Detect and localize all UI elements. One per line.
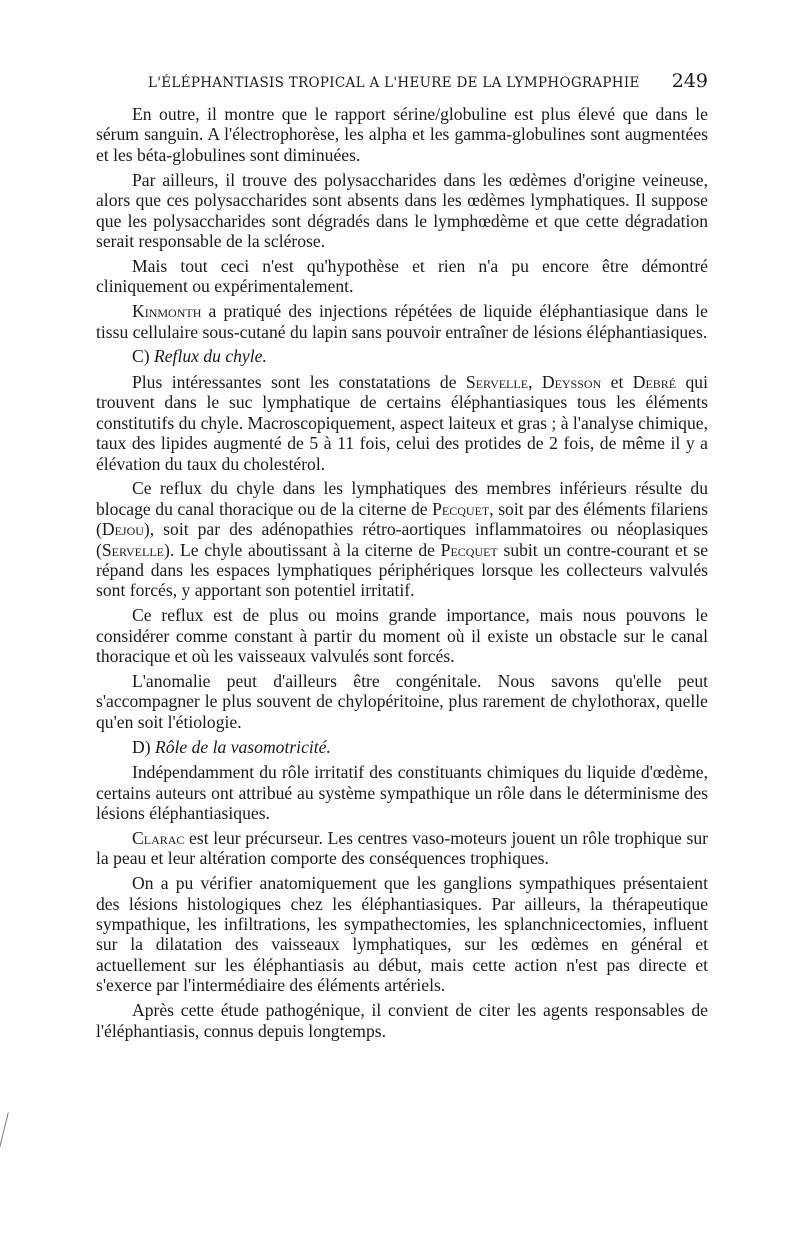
section-heading-d — [96, 737, 708, 757]
paragraph-text: Ce reflux du chyle dans les lymphatiques des membres inférieurs résulte du blocage du canal thoracique ou de la citerne de — [96, 478, 708, 519]
section-title: Reflux du chyle. — [154, 346, 267, 367]
book-page — [96, 70, 708, 1045]
section-title: Rôle de la vasomotricité. — [154, 736, 331, 757]
paragraph-text: ). Le chyle aboutissant à la citerne de — [164, 539, 441, 560]
section-letter: D) — [132, 736, 155, 757]
body-text — [96, 104, 708, 1041]
paragraph-2: Par ailleurs, il trouve des polysaccharides dans les œdèmes d'origine veineuse, alors que ces polysaccharides sont absents dans les œdèmes lymphatiques. Il suppose que les polysaccharides sont dégradés dans le lymphœdème et que cette dégradation serait responsable de la sclérose. — [96, 169, 708, 251]
paragraph-text: ), soit par des adénopathies rétro-aortiques inflammatoires ou néoplasiques ( — [96, 519, 708, 560]
paragraph-text: , — [528, 371, 542, 392]
paragraph-text: est leur précurseur. Les centres vaso-moteurs jouent un rôle trophique sur la peau et leur altération comporte des conséquences trophiques. — [96, 827, 708, 869]
author-name: Servelle — [465, 371, 529, 392]
paragraph-1: En outre, il montre que le rapport sérine/globuline est plus élevé que dans le sérum sanguin. A l'électrophorèse, les alpha et les gamma-globulines sont augmentées et les béta-globulines sont diminuées. — [96, 104, 708, 165]
page-number: 249 — [671, 70, 708, 92]
paragraph-text: et — [601, 371, 633, 392]
author-name: Debré — [632, 371, 677, 392]
section-letter: C) — [132, 346, 154, 367]
page-header — [96, 70, 708, 92]
paragraph-5 — [96, 372, 708, 474]
running-title: L'ÉLÉPHANTIASIS TROPICAL A L'HEURE DE LA LYMPHOGRAPHIE — [148, 75, 640, 91]
paragraph-text: a pratiqué des injections répétées de liquide éléphantiasique dans le tissu cellulaire sous-cutané du lapin sans pouvoir entraîner de lésions éléphantiasiques. — [96, 301, 708, 342]
author-name: Pecquet — [432, 498, 490, 519]
paragraph-11: On a pu vérifier anatomiquement que les ganglions sympathiques présentaient des lésions histologiques chez les éléphantiasiques. Par ailleurs, la thérapeutique sympathique, les infiltrations, les sympathectomies, les splanchnicectomies, influent sur la dilatation des vaisseaux lymphatiques, sur les œdèmes en général et actuellement sur les éléphantiasis au début, mais cette action n'est pas directe et s'exerce par l'intermédiaire des éléments artériels. — [96, 873, 708, 996]
paragraph-text: Plus intéressantes sont les constatations de — [132, 371, 466, 392]
author-name: Servelle — [101, 539, 165, 560]
paragraph-7: Ce reflux est de plus ou moins grande importance, mais nous pouvons le considérer comme constant à partir du moment où il existe un obstacle sur le canal thoracique et où les vaisseaux valvulés sont forcés. — [96, 605, 708, 667]
author-name: Deysson — [541, 371, 602, 392]
paragraph-6 — [96, 478, 708, 600]
paragraph-4 — [96, 301, 708, 342]
paragraph-12: Après cette étude pathogénique, il convient de citer les agents responsables de l'éléphantiasis, connus depuis longtemps. — [96, 1000, 708, 1041]
paragraph-text: subit un contre-courant et se répand dans les espaces lymphatiques périphériques lorsque les collecteurs valvulés sont forcés, y apportant son potentiel irritatif. — [96, 539, 709, 601]
paragraph-8: L'anomalie peut d'ailleurs être congénitale. Nous savons qu'elle peut s'accompagner le plus souvent de chylopéritoine, plus rarement de chylothorax, quelle qu'en soit l'étiologie. — [96, 671, 708, 732]
section-heading-c — [96, 346, 708, 366]
paragraph-text: qui trouvent dans le suc lymphatique de certains éléphantiasiques tous les éléments constitutifs du chyle. Macroscopiquement, aspect laiteux et gras ; à l'analyse chimique, taux des lipides augmenté de 5 à 11 fois, celui des protides de 2 fois, de même il y a élévation du taux du cholestérol. — [96, 371, 708, 474]
author-name: Pecquet — [440, 539, 498, 560]
author-name: Dejou — [101, 519, 144, 540]
margin-pencil-mark — [0, 1112, 11, 1159]
paragraph-3: Mais tout ceci n'est qu'hypothèse et rien n'a pu encore être démontré cliniquement ou expérimentalement. — [96, 255, 708, 297]
paragraph-text: , soit par des éléments filariens ( — [96, 498, 708, 540]
paragraph-10 — [96, 828, 708, 869]
author-name: Clarac — [132, 827, 185, 848]
author-name: Kinmonth — [132, 301, 202, 322]
paragraph-9: Indépendamment du rôle irritatif des constituants chimiques du liquide d'œdème, certains auteurs ont attribué au système sympathique un rôle dans le déterminisme des lésions éléphantiasiques. — [96, 762, 708, 823]
